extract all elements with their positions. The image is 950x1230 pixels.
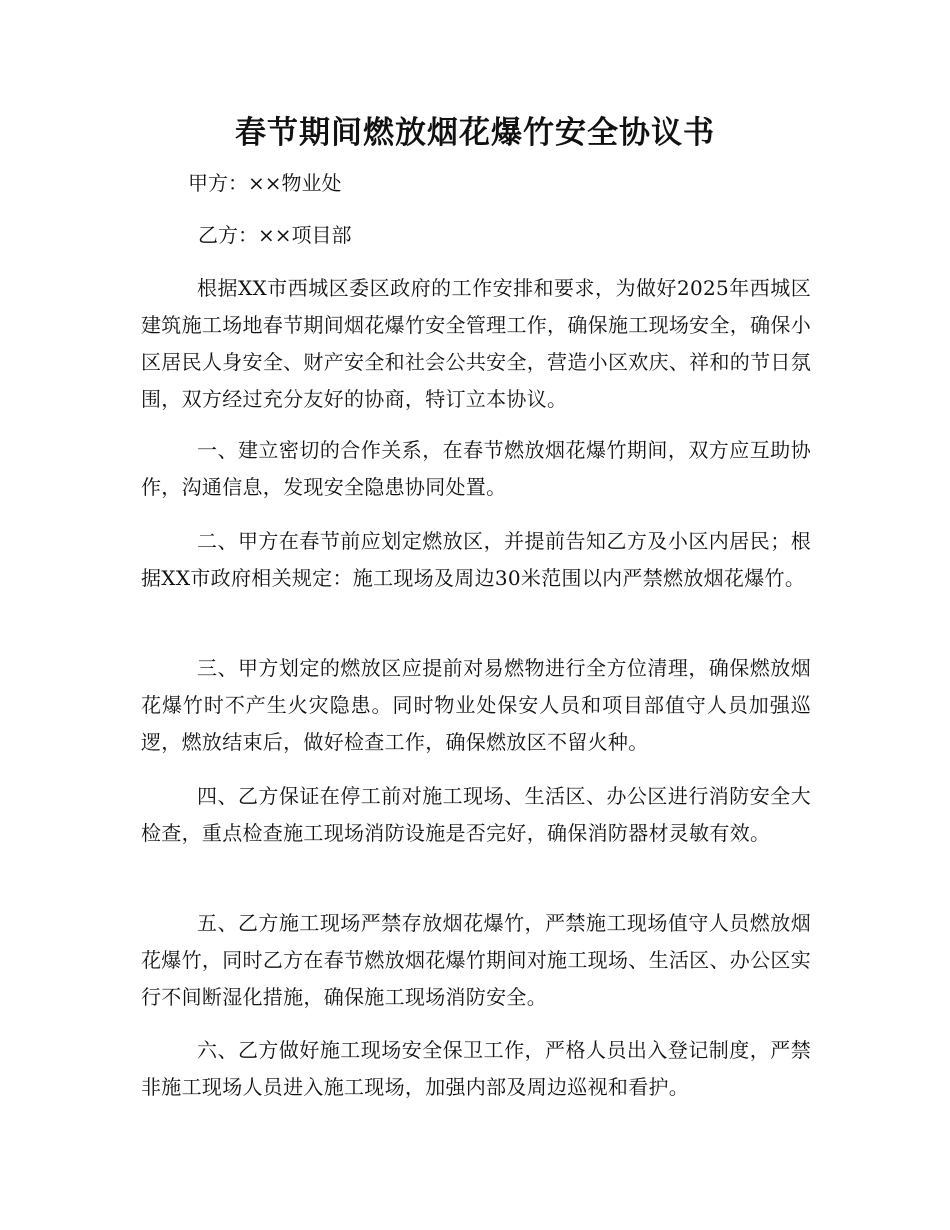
- paragraph-clause-2: 二、甲方在春节前应划定燃放区，并提前告知乙方及小区内居民；根据XX市政府相关规定：施工现场及周边30米范围以内严禁燃放烟花爆竹。: [141, 529, 811, 590]
- party-a-line: 甲方：××物业处: [188, 171, 342, 195]
- paragraph-clause-3: 三、甲方划定的燃放区应提前对易燃物进行全方位清理，确保燃放烟花爆竹时不产生火灾隐患。同时物业处保安人员和项目部值守人员加强巡逻，燃放结束后，做好检查工作，确保燃放区不留火种。: [141, 656, 811, 754]
- paragraph-clause-6: 六、乙方做好施工现场安全保卫工作，严格人员出入登记制度，严禁非施工现场人员进入施工现场，加强内部及周边巡视和看护。: [141, 1038, 811, 1099]
- paragraph-intro: 根据XX市西城区委区政府的工作安排和要求，为做好2025年西城区建筑施工场地春节期间烟花爆竹安全管理工作，确保施工现场安全，确保小区居民人身安全、财产安全和社会公共安全，营造小区欢庆、祥和的节日氛围，双方经过充分友好的协商，特订立本协议。: [141, 276, 811, 411]
- party-b-line: 乙方：××项目部: [198, 223, 352, 247]
- document-title: 春节期间燃放烟花爆竹安全协议书: [235, 115, 715, 151]
- paragraph-clause-1: 一、建立密切的合作关系，在春节燃放烟花爆竹期间，双方应互助协作，沟通信息，发现安全隐患协同处置。: [141, 438, 811, 499]
- paragraph-clause-5: 五、乙方施工现场严禁存放烟花爆竹，严禁施工现场值守人员燃放烟花爆竹，同时乙方在春节燃放烟花爆竹期间对施工现场、生活区、办公区实行不间断湿化措施，确保施工现场消防安全。: [141, 911, 811, 1009]
- paragraph-clause-4: 四、乙方保证在停工前对施工现场、生活区、办公区进行消防安全大检查，重点检查施工现场消防设施是否完好，确保消防器材灵敏有效。: [141, 784, 811, 845]
